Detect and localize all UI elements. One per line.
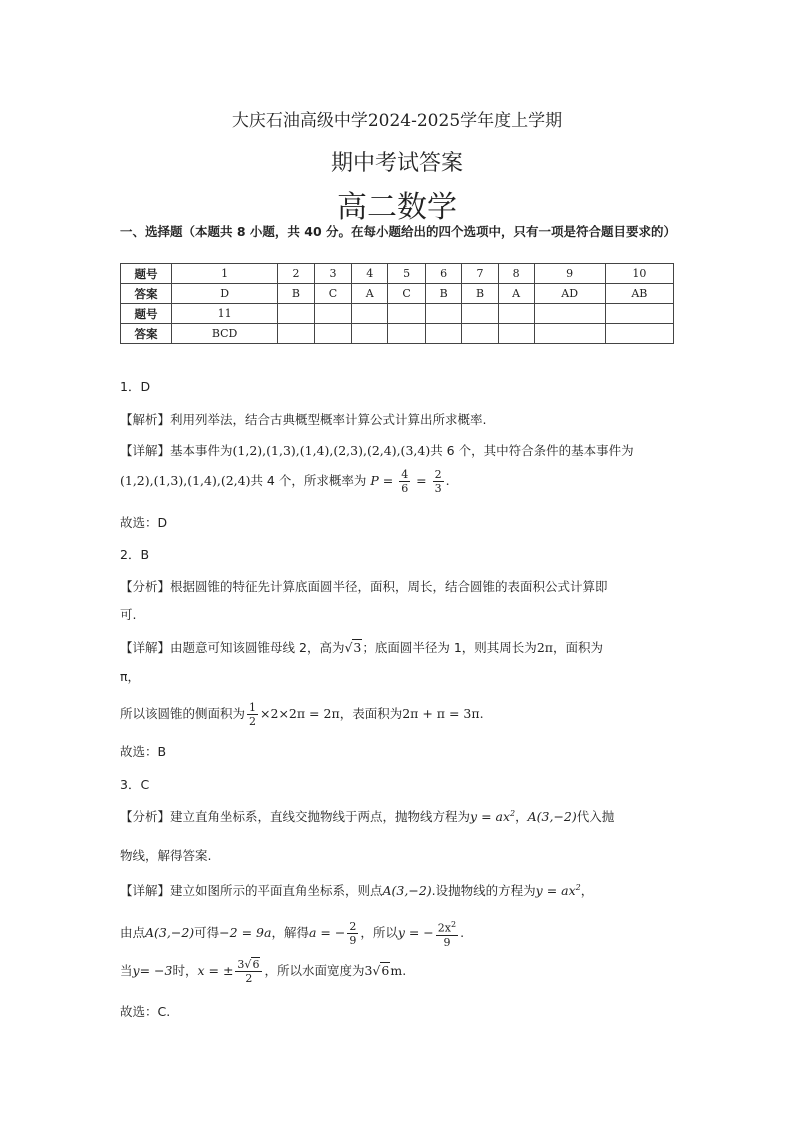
answer-cell: A — [352, 284, 388, 304]
q3-choice: 故选：C. — [120, 1004, 171, 1019]
q3-y-fraction: $\frac{2x^2}{9}$ — [437, 920, 457, 949]
answer-cell: C — [388, 284, 426, 304]
q3-analysis-tag: 【分析】 — [120, 809, 171, 824]
q1-choice: 故选：D — [120, 515, 168, 530]
q1-detail-line2: (1,2),(1,3),(1,4),(2,4)共 4 个，所求概率为 P = $\frac{4}{6}$ = $\frac{2}{3}$ . — [120, 468, 450, 495]
answer-cell: BCD — [172, 324, 278, 344]
question-number: 5 — [388, 264, 426, 284]
q1-detail-text: 共 4 个，所求概率为 — [250, 473, 367, 488]
q1-detail-text: 共 6 个，其中符合条件的基本事件为 — [430, 443, 634, 458]
q3-analysis-cont: 物线，解得答案. — [120, 848, 212, 863]
table-row — [121, 304, 674, 324]
question-number: 3 — [314, 264, 352, 284]
q3-detail-line3: 当y= −3时，x = ± $\frac{3√6}{2}$ ，所以水面宽度为3√6m. — [120, 958, 407, 985]
question-number: 10 — [605, 264, 673, 284]
question-number: 1 — [172, 264, 278, 284]
q1-all-events: (1,2),(1,3),(1,4),(2,3),(2,4),(3,4) — [232, 443, 431, 458]
q2-side-area: ×2×2π = 2π — [260, 706, 340, 721]
answer-cell: D — [172, 284, 278, 304]
answer-label: 答案 — [121, 324, 172, 344]
answer-cell: B — [278, 284, 314, 304]
question-label: 题号 — [121, 304, 172, 324]
q3-detail-tag: 【详解】 — [120, 883, 171, 898]
question-number: 6 — [425, 264, 461, 284]
table-row — [121, 264, 674, 284]
q2-analysis-text: 根据圆锥的特征先计算底面圆半径，面积，周长，结合圆锥的表面积公式计算即 — [170, 579, 608, 594]
section-title: 一、选择题（本题共 8 小题，共 40 分。在每小题给出的四个选项中，只有一项是符合题目要求的） — [120, 224, 677, 239]
question-number: 2 — [278, 264, 314, 284]
q2-circumference: 2π — [536, 640, 553, 655]
q2-detail-line2: 所以该圆锥的侧面积为 $\frac{1}{2}$ ×2×2π = 2π，表面积为2π + π = 3π. — [120, 701, 484, 728]
school-title: 大庆石油高级中学2024-2025学年度上学期 — [231, 111, 563, 131]
question-label: 题号 — [121, 264, 172, 284]
exam-title: 期中考试答案 — [330, 151, 463, 176]
q1-analysis-tag: 【解析】 — [120, 412, 171, 427]
q2-analysis-cont: 可. — [120, 607, 137, 622]
q3-a-fraction: $\frac{2}{9}$ — [349, 919, 357, 947]
q1-fraction: $\frac{2}{3}$ — [434, 468, 442, 495]
answer-cell: B — [462, 284, 498, 304]
answer-cell: AD — [534, 284, 605, 304]
q1-detail-line1 — [120, 441, 680, 459]
question-number: 8 — [498, 264, 534, 284]
answer-label: 答案 — [121, 284, 172, 304]
q2-sqrt3: √3 — [344, 640, 362, 655]
subject-title: 高二数学 — [337, 190, 457, 225]
q1-analysis-text: 利用列举法，结合古典概型概率计算公式计算出所求概率. — [170, 412, 487, 427]
q3-detail-line2: 由点A(3,−2)可得−2 = 9a，解得a = − $\frac{2}{9}$ ，所以y = − $\frac{2x^2}{9}$ . — [120, 919, 465, 949]
table-row — [121, 284, 674, 304]
q2-half-fraction: $\frac{1}{2}$ — [249, 701, 257, 728]
answer-cell: AB — [605, 284, 673, 304]
q2-number: 2．B — [120, 547, 150, 562]
q2-surface-area: 2π + π = 3π — [402, 706, 480, 721]
answer-cell: C — [314, 284, 352, 304]
q3-detail-line1: 【详解】建立如图所示的平面直角坐标系，则点A(3,−2).设抛物线的方程为$y = ax^2$， — [120, 882, 594, 898]
q2-detail-cont: π， — [120, 669, 141, 684]
answer-cell: A — [498, 284, 534, 304]
q1-analysis — [120, 410, 680, 428]
q3-number: 3．C — [120, 777, 150, 792]
q2-detail-tag: 【详解】 — [120, 640, 171, 655]
q2-analysis — [120, 577, 680, 595]
q3-width: 3√6m. — [364, 963, 407, 978]
q3-point: A(3,−2) — [527, 809, 577, 824]
question-number: 9 — [534, 264, 605, 284]
q3-x-fraction: $\frac{3√6}{2}$ — [235, 958, 262, 985]
q1-detail-tag: 【详解】 — [120, 443, 171, 458]
q3-parabola: $y = ax^2$ — [470, 808, 516, 824]
q3-equation: −2 = 9a — [219, 924, 272, 940]
q1-fraction: $\frac{4}{6}$ — [401, 468, 409, 495]
q1-detail-text: 基本事件为 — [170, 443, 233, 458]
q2-analysis-tag: 【分析】 — [120, 579, 171, 594]
q1-number: 1．D — [120, 379, 151, 394]
question-number: 11 — [172, 304, 278, 324]
q3-analysis: 【分析】建立直角坐标系，直线交抛物线于两点，抛物线方程为$y = ax^2$，A(3,−2)代入抛 — [120, 808, 615, 824]
answer-table — [120, 263, 674, 344]
q1-ok-events: (1,2),(1,3),(1,4),(2,4) — [120, 473, 251, 488]
table-row — [121, 324, 674, 344]
q2-detail-line1: 【详解】由题意可知该圆锥母线 2，高为√3；底面圆半径为 1，则其周长为2π，面积为 — [120, 640, 603, 655]
answer-cell: B — [425, 284, 461, 304]
q1-prob-symbol: P — [370, 473, 379, 488]
question-number: 7 — [462, 264, 498, 284]
question-number: 4 — [352, 264, 388, 284]
q2-choice: 故选：B — [120, 744, 167, 759]
